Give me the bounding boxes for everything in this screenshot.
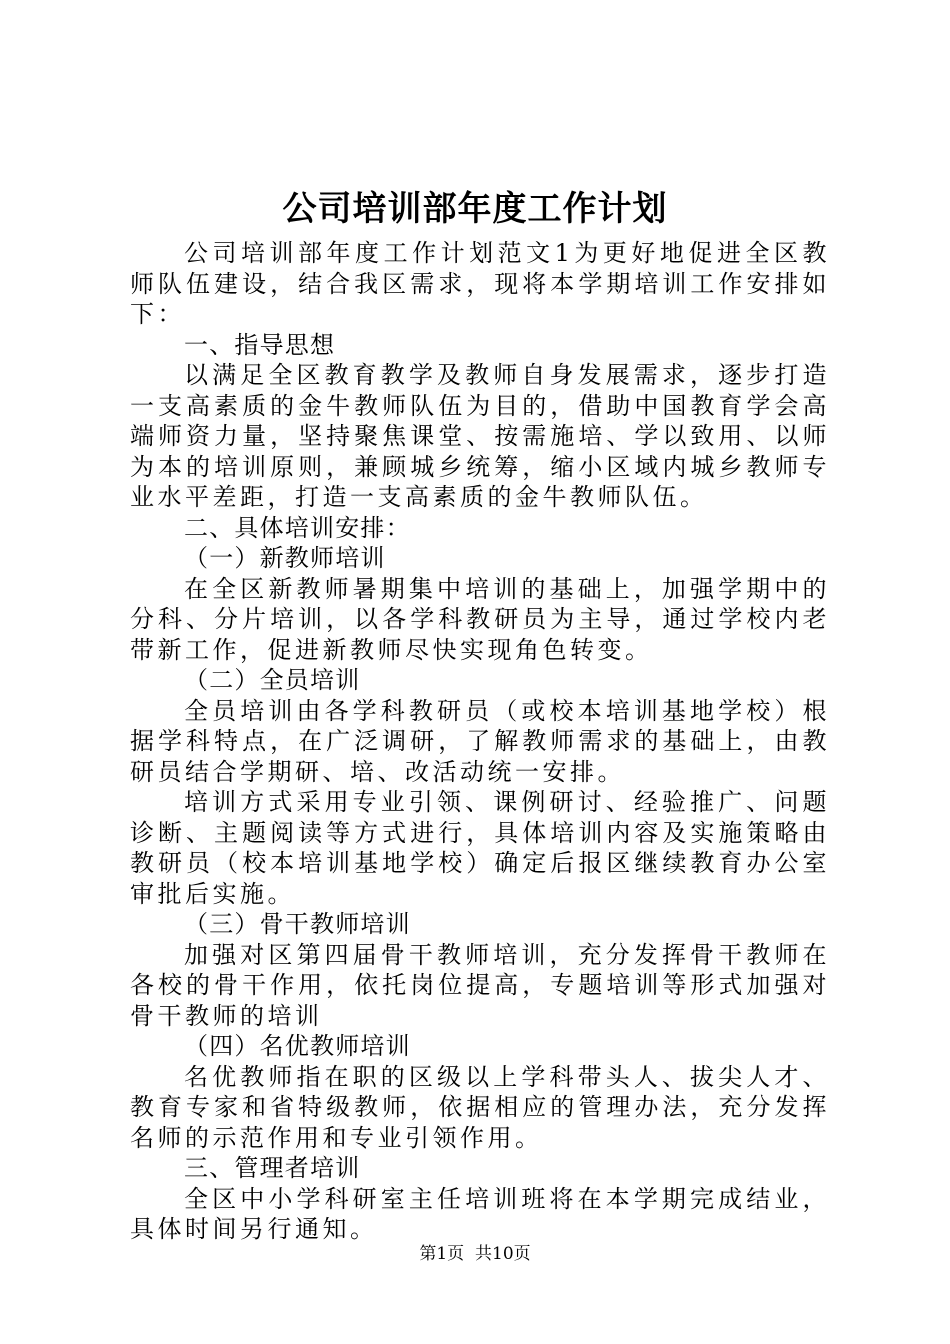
heading-manager-training: 三、管理者培训 xyxy=(184,1154,361,1182)
paragraph-training-methods: 培训方式采用专业引领、课例研讨、经验推广、问题诊断、主题阅读等方式进行，具体培训内容及实施策略由教研员（校本培训基地学校）确定后报区继续教育办公室审批后实施。 xyxy=(130,788,830,908)
page-footer xyxy=(0,1244,950,1264)
subheading-all-staff-training: （二）全员培训 xyxy=(184,666,361,694)
paragraph-backbone-teacher-training: 加强对区第四届骨干教师培训，充分发挥骨干教师在各校的骨干作用，依托岗位提高，专题培训等形式加强对骨干教师的培训 xyxy=(130,940,830,1030)
subheading-new-teacher-training: （一）新教师培训 xyxy=(184,544,386,572)
document-title: 公司培训部年度工作计划 xyxy=(282,189,668,229)
paragraph-all-staff-training: 全员培训由各学科教研员（或校本培训基地学校）根据学科特点，在广泛调研，了解教师需求的基础上，由教研员结合学期研、培、改活动统一安排。 xyxy=(130,696,830,786)
paragraph-guiding-thought: 以满足全区教育教学及教师自身发展需求，逐步打造一支高素质的金牛教师队伍为目的，借助中国教育学会高端师资力量，坚持聚焦课堂、按需施培、学以致用、以师为本的培训原则，兼顾城乡统筹，缩小区域内城乡教师专业水平差距，打造一支高素质的金牛教师队伍。 xyxy=(130,361,830,511)
paragraph-new-teacher-training: 在全区新教师暑期集中培训的基础上，加强学期中的分科、分片培训，以各学科教研员为主导，通过学校内老带新工作，促进新教师尽快实现角色转变。 xyxy=(130,574,830,664)
page-number: 第1页 xyxy=(419,1244,465,1264)
subheading-backbone-teacher-training: （三）骨干教师培训 xyxy=(184,910,411,938)
paragraph-manager-training: 全区中小学科研室主任培训班将在本学期完成结业，具体时间另行通知。 xyxy=(130,1184,830,1243)
heading-guiding-thought: 一、指导思想 xyxy=(184,330,336,359)
document-body xyxy=(130,238,830,1245)
page-total: 共10页 xyxy=(475,1244,531,1264)
paragraph-intro: 公司培训部年度工作计划范文1为更好地促进全区教师队伍建设，结合我区需求，现将本学期培训工作安排如下： xyxy=(130,239,830,328)
paragraph-excellent-teacher-training: 名优教师指在职的区级以上学科带头人、拔尖人才、教育专家和省特级教师，依据相应的管理办法，充分发挥名师的示范作用和专业引领作用。 xyxy=(130,1062,830,1152)
subheading-excellent-teacher-training: （四）名优教师培训 xyxy=(184,1032,411,1060)
heading-training-arrangement: 二、具体培训安排： xyxy=(184,513,411,542)
